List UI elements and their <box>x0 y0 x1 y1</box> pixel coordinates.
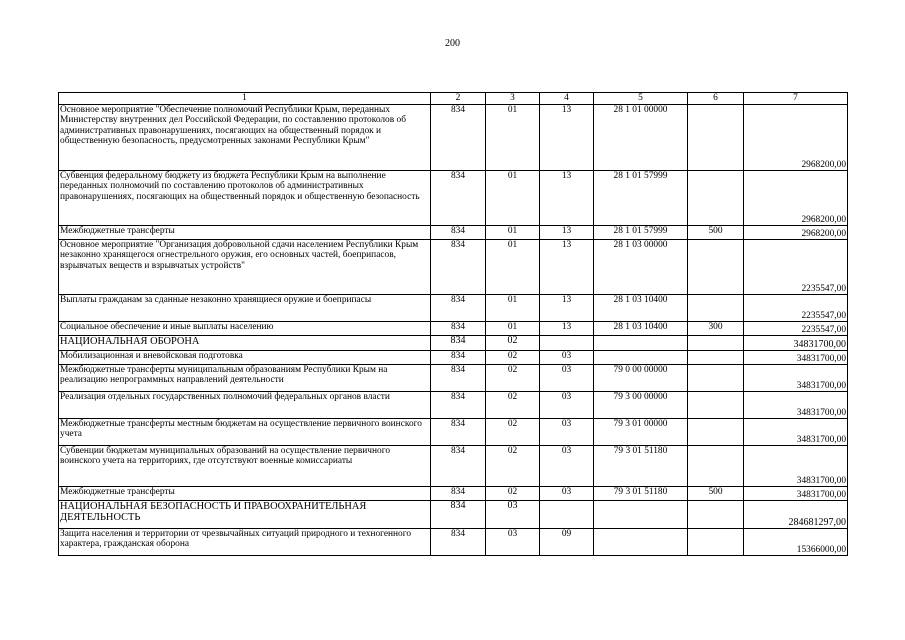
table-row <box>59 419 848 446</box>
row-name-cell: Выплаты гражданам за сданные незаконно хранящиеся оружие и боеприпасы <box>59 295 431 322</box>
section-code-cell: 01 <box>486 295 540 322</box>
admin-code-cell: 834 <box>431 295 486 322</box>
section-code-cell: 02 <box>486 419 540 446</box>
admin-code-cell: 834 <box>431 365 486 392</box>
section-code-cell: 03 <box>486 501 540 529</box>
subsection-code-cell: 13 <box>540 105 594 171</box>
admin-code-cell: 834 <box>431 322 486 336</box>
subsection-code-cell: 13 <box>540 240 594 295</box>
column-header: 3 <box>486 93 540 105</box>
expense-type-cell <box>688 365 744 392</box>
admin-code-cell: 834 <box>431 336 486 351</box>
page-number: 200 <box>445 38 460 49</box>
admin-code-cell: 834 <box>431 446 486 487</box>
expense-type-cell <box>688 336 744 351</box>
table-row <box>59 529 848 556</box>
row-name-cell: Межбюджетные трансферты <box>59 226 431 240</box>
expense-type-cell: 500 <box>688 226 744 240</box>
section-code-cell: 02 <box>486 336 540 351</box>
target-article-cell: 79 3 01 00000 <box>594 419 688 446</box>
amount-cell: 34831700,00 <box>744 351 848 365</box>
amount-cell: 34831700,00 <box>744 419 848 446</box>
budget-table <box>58 92 848 556</box>
table-row <box>59 351 848 365</box>
target-article-cell <box>594 351 688 365</box>
column-header: 5 <box>594 93 688 105</box>
row-name-cell: Мобилизационная и вневойсковая подготовка <box>59 351 431 365</box>
subsection-code-cell: 13 <box>540 171 594 226</box>
column-header: 2 <box>431 93 486 105</box>
table-row <box>59 171 848 226</box>
row-name-cell: Реализация отдельных государственных полномочий федеральных органов власти <box>59 392 431 419</box>
target-article-cell <box>594 501 688 529</box>
amount-cell: 2968200,00 <box>744 171 848 226</box>
subsection-code-cell: 03 <box>540 419 594 446</box>
expense-type-cell: 300 <box>688 322 744 336</box>
section-code-cell: 02 <box>486 392 540 419</box>
table-row <box>59 487 848 501</box>
table-body <box>59 105 848 556</box>
subsection-code-cell: 09 <box>540 529 594 556</box>
expense-type-cell <box>688 419 744 446</box>
section-row <box>59 501 848 529</box>
row-name-cell: НАЦИОНАЛЬНАЯ ОБОРОНА <box>59 336 431 351</box>
expense-type-cell <box>688 105 744 171</box>
subsection-code-cell: 13 <box>540 226 594 240</box>
subsection-code-cell: 03 <box>540 487 594 501</box>
expense-type-cell <box>688 501 744 529</box>
amount-cell: 34831700,00 <box>744 392 848 419</box>
subsection-code-cell: 03 <box>540 351 594 365</box>
row-name-cell: Основное мероприятие "Организация добровольной сдачи населением Республики Крым незаконно хранящегося огнестрельного оружия, его основных частей, боеприпасов, взрывчатых веществ и взрывчатых устройств" <box>59 240 431 295</box>
column-header: 4 <box>540 93 594 105</box>
amount-cell: 34831700,00 <box>744 446 848 487</box>
section-row <box>59 336 848 351</box>
column-header: 7 <box>744 93 848 105</box>
subsection-code-cell: 03 <box>540 392 594 419</box>
admin-code-cell: 834 <box>431 171 486 226</box>
table-row <box>59 392 848 419</box>
target-article-cell: 28 1 01 57999 <box>594 171 688 226</box>
admin-code-cell: 834 <box>431 419 486 446</box>
expense-type-cell <box>688 171 744 226</box>
table-row <box>59 240 848 295</box>
table-row <box>59 365 848 392</box>
target-article-cell: 79 3 01 51180 <box>594 487 688 501</box>
table-row <box>59 446 848 487</box>
section-code-cell: 02 <box>486 487 540 501</box>
amount-cell: 34831700,00 <box>744 336 848 351</box>
admin-code-cell: 834 <box>431 529 486 556</box>
column-number-row <box>59 93 848 105</box>
section-code-cell: 02 <box>486 365 540 392</box>
subsection-code-cell <box>540 501 594 529</box>
expense-type-cell <box>688 529 744 556</box>
row-name-cell: Субвенция федеральному бюджету из бюджета Республики Крым на выполнение переданных полномочий по составлению протоколов об административных правонарушениях, посягающих на общественный порядок и общественную безопасность <box>59 171 431 226</box>
admin-code-cell: 834 <box>431 240 486 295</box>
admin-code-cell: 834 <box>431 501 486 529</box>
section-code-cell: 01 <box>486 171 540 226</box>
admin-code-cell: 834 <box>431 392 486 419</box>
section-code-cell: 02 <box>486 446 540 487</box>
target-article-cell <box>594 336 688 351</box>
subsection-code-cell <box>540 336 594 351</box>
target-article-cell: 28 1 01 57999 <box>594 226 688 240</box>
amount-cell: 2968200,00 <box>744 226 848 240</box>
subsection-code-cell: 03 <box>540 446 594 487</box>
row-name-cell: НАЦИОНАЛЬНАЯ БЕЗОПАСНОСТЬ И ПРАВООХРАНИТЕЛЬНАЯ ДЕЯТЕЛЬНОСТЬ <box>59 501 431 529</box>
admin-code-cell: 834 <box>431 487 486 501</box>
row-name-cell: Основное мероприятие "Обеспечение полномочий Республики Крым, переданных Министерству внутренних дел Российской Федерации, по составлению протоколов об административных правонарушениях, посягающих на общественный порядок и общественную безопасность, предусмотренных законами Республики Крым" <box>59 105 431 171</box>
section-code-cell: 01 <box>486 226 540 240</box>
amount-cell: 34831700,00 <box>744 487 848 501</box>
amount-cell: 15366000,00 <box>744 529 848 556</box>
target-article-cell: 28 1 03 10400 <box>594 295 688 322</box>
admin-code-cell: 834 <box>431 351 486 365</box>
amount-cell: 284681297,00 <box>744 501 848 529</box>
expense-type-cell: 500 <box>688 487 744 501</box>
row-name-cell: Межбюджетные трансферты муниципальным образованиям Республики Крым на реализацию непрограммных направлений деятельности <box>59 365 431 392</box>
amount-cell: 2235547,00 <box>744 295 848 322</box>
expense-type-cell <box>688 351 744 365</box>
target-article-cell: 79 3 00 00000 <box>594 392 688 419</box>
section-code-cell: 01 <box>486 322 540 336</box>
target-article-cell <box>594 529 688 556</box>
section-code-cell: 01 <box>486 240 540 295</box>
amount-cell: 2968200,00 <box>744 105 848 171</box>
row-name-cell: Социальное обеспечение и иные выплаты населению <box>59 322 431 336</box>
target-article-cell: 28 1 03 10400 <box>594 322 688 336</box>
target-article-cell: 28 1 01 00000 <box>594 105 688 171</box>
section-code-cell: 03 <box>486 529 540 556</box>
row-name-cell: Межбюджетные трансферты местным бюджетам на осуществление первичного воинского учета <box>59 419 431 446</box>
section-code-cell: 01 <box>486 105 540 171</box>
row-name-cell: Субвенции бюджетам муниципальных образований на осуществление первичного воинского учета на территориях, где отсутствуют военные комиссариаты <box>59 446 431 487</box>
section-code-cell: 02 <box>486 351 540 365</box>
expense-type-cell <box>688 446 744 487</box>
amount-cell: 2235547,00 <box>744 322 848 336</box>
row-name-cell: Защита населения и территории от чрезвычайных ситуаций природного и техногенного характера, гражданская оборона <box>59 529 431 556</box>
column-header: 1 <box>59 93 431 105</box>
subsection-code-cell: 13 <box>540 295 594 322</box>
subsection-code-cell: 03 <box>540 365 594 392</box>
admin-code-cell: 834 <box>431 105 486 171</box>
table-row <box>59 226 848 240</box>
amount-cell: 34831700,00 <box>744 365 848 392</box>
subsection-code-cell: 13 <box>540 322 594 336</box>
target-article-cell: 28 1 03 00000 <box>594 240 688 295</box>
admin-code-cell: 834 <box>431 226 486 240</box>
expense-type-cell <box>688 240 744 295</box>
target-article-cell: 79 0 00 00000 <box>594 365 688 392</box>
column-header: 6 <box>688 93 744 105</box>
table-row <box>59 105 848 171</box>
expense-type-cell <box>688 392 744 419</box>
row-name-cell: Межбюджетные трансферты <box>59 487 431 501</box>
expense-type-cell <box>688 295 744 322</box>
table-row <box>59 322 848 336</box>
amount-cell: 2235547,00 <box>744 240 848 295</box>
table-row <box>59 295 848 322</box>
target-article-cell: 79 3 01 51180 <box>594 446 688 487</box>
